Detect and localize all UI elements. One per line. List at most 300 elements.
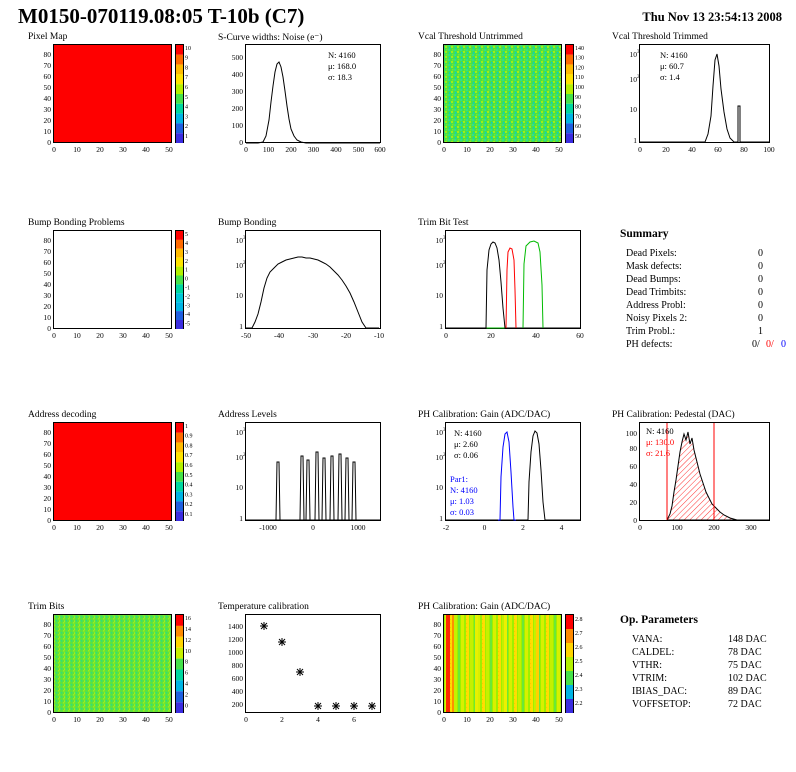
svg-text:40: 40: [43, 472, 51, 481]
svg-text:10: 10: [73, 523, 81, 532]
summary-label-mask-defects: Mask defects:: [626, 261, 682, 272]
svg-text:60: 60: [43, 72, 51, 81]
summary-heading: Summary: [620, 228, 669, 240]
op-label-vtrim: VTRIM:: [632, 673, 667, 684]
svg-text:3: 3: [243, 428, 246, 433]
panel-title: Pixel Map: [28, 32, 68, 42]
svg-text:80: 80: [43, 428, 51, 437]
svg-text:2.6: 2.6: [575, 645, 583, 651]
svg-text:-5: -5: [185, 321, 190, 328]
svg-text:0.4: 0.4: [185, 482, 193, 489]
svg-text:500: 500: [352, 145, 365, 154]
svg-text:40: 40: [688, 145, 696, 154]
panel-scurve-noise: [218, 33, 398, 156]
summary-value-address-probl: 0: [758, 300, 763, 311]
svg-text:10: 10: [435, 453, 443, 462]
svg-text:50: 50: [555, 715, 563, 724]
svg-text:10: 10: [43, 697, 51, 706]
svg-text:N: 4160: N: 4160: [660, 50, 688, 60]
svg-text:60: 60: [43, 258, 51, 267]
svg-text:120: 120: [575, 65, 584, 72]
panel-vcal-untrimmed: [418, 32, 588, 156]
svg-text:10: 10: [435, 291, 443, 300]
svg-text:2.3: 2.3: [575, 687, 583, 693]
svg-text:1000: 1000: [228, 648, 243, 657]
svg-text:4: 4: [185, 241, 188, 247]
vcal-untrimmed-map: [418, 44, 588, 156]
svg-text:40: 40: [433, 94, 441, 103]
svg-text:60: 60: [433, 642, 441, 651]
svg-text:20: 20: [433, 116, 441, 125]
svg-text:70: 70: [43, 61, 51, 70]
svg-text:3: 3: [185, 249, 188, 256]
svg-text:110: 110: [575, 75, 584, 82]
op-parameters-block: [620, 614, 795, 724]
panel-ph-gain: [418, 410, 598, 534]
svg-text:30: 30: [433, 675, 441, 684]
summary-block: [620, 228, 790, 353]
svg-text:μ: 60.7: μ: 60.7: [660, 61, 684, 71]
svg-text:1400: 1400: [228, 622, 243, 631]
svg-text:-50: -50: [241, 331, 251, 340]
svg-text:-1: -1: [185, 285, 190, 292]
svg-text:50: 50: [165, 523, 173, 532]
svg-text:30: 30: [43, 675, 51, 684]
svg-text:0: 0: [442, 715, 446, 724]
svg-text:200: 200: [231, 700, 243, 709]
svg-text:10: 10: [433, 127, 441, 136]
summary-label-noisy-pixels: Noisy Pixels 2:: [626, 313, 688, 324]
summary-value-ph-2: 0: [781, 339, 786, 350]
svg-text:4: 4: [185, 104, 188, 111]
svg-text:0: 0: [185, 703, 188, 710]
svg-text:200: 200: [708, 523, 720, 532]
op-value-ibias-dac: 89 DAC: [728, 686, 762, 697]
svg-text:10: 10: [185, 648, 191, 655]
svg-text:20: 20: [43, 116, 51, 125]
svg-text:0: 0: [47, 324, 51, 333]
op-label-ibias-dac: IBIAS_DAC:: [632, 686, 688, 697]
svg-text:14: 14: [185, 627, 191, 633]
svg-text:130: 130: [575, 55, 584, 62]
bump-problems-map: [28, 230, 193, 342]
svg-text:8: 8: [185, 659, 188, 666]
svg-text:40: 40: [433, 664, 441, 673]
svg-text:50: 50: [43, 83, 51, 92]
svg-text:-20: -20: [341, 331, 351, 340]
svg-text:90: 90: [575, 94, 581, 101]
summary-value-trim-probl: 1: [758, 326, 763, 337]
svg-text:μ: 1.03: μ: 1.03: [450, 496, 474, 506]
svg-text:50: 50: [165, 331, 173, 340]
svg-text:-10: -10: [374, 331, 384, 340]
svg-text:40: 40: [43, 664, 51, 673]
panel-title: PH Calibration: Gain (ADC/DAC): [418, 602, 551, 612]
svg-text:30: 30: [119, 523, 127, 532]
svg-text:600: 600: [231, 674, 243, 683]
svg-text:σ: 21.6: σ: 21.6: [646, 448, 670, 458]
svg-text:20: 20: [96, 145, 104, 154]
svg-text:2.7: 2.7: [575, 631, 583, 637]
svg-text:10: 10: [463, 715, 471, 724]
svg-text:40: 40: [43, 280, 51, 289]
svg-text:80: 80: [629, 444, 637, 453]
timestamp: Thu Nov 13 23:54:13 2008: [642, 10, 782, 24]
panel-trim-bits: [28, 602, 193, 726]
svg-text:2: 2: [637, 75, 640, 80]
op-label-vana: VANA:: [632, 634, 663, 645]
summary-value-dead-pixels: 0: [758, 248, 763, 259]
svg-text:10: 10: [185, 46, 191, 52]
svg-text:200: 200: [285, 145, 297, 154]
svg-text:20: 20: [629, 498, 637, 507]
svg-text:50: 50: [555, 145, 563, 154]
svg-text:0: 0: [311, 523, 315, 532]
svg-text:20: 20: [433, 686, 441, 695]
svg-text:1: 1: [439, 322, 443, 331]
svg-text:60: 60: [43, 642, 51, 651]
op-value-vtrim: 102 DAC: [728, 673, 767, 684]
svg-text:40: 40: [142, 715, 150, 724]
svg-text:400: 400: [330, 145, 342, 154]
svg-text:10: 10: [435, 236, 443, 245]
panel-title: Vcal Threshold Trimmed: [612, 32, 708, 42]
svg-text:-3: -3: [185, 303, 190, 310]
svg-text:70: 70: [433, 631, 441, 640]
panel-pixel-map: [28, 32, 193, 156]
svg-text:1: 1: [633, 136, 637, 145]
svg-text:0: 0: [437, 708, 441, 717]
svg-text:2.8: 2.8: [575, 617, 583, 623]
svg-text:10: 10: [235, 453, 243, 462]
svg-text:-30: -30: [308, 331, 318, 340]
panel-address-decoding: [28, 410, 193, 534]
svg-text:2: 2: [280, 715, 284, 724]
svg-text:4: 4: [559, 523, 564, 532]
svg-text:σ: 0.03: σ: 0.03: [450, 507, 474, 517]
summary-value-noisy-pixels: 0: [758, 313, 763, 324]
op-value-vana: 148 DAC: [728, 634, 767, 645]
op-value-voffsetop: 72 DAC: [728, 699, 762, 710]
svg-text:2: 2: [185, 258, 188, 265]
svg-text:6: 6: [185, 85, 188, 91]
svg-text:60: 60: [714, 145, 722, 154]
svg-text:μ: 2.60: μ: 2.60: [454, 439, 478, 449]
svg-text:6: 6: [352, 715, 356, 724]
svg-text:0: 0: [239, 138, 243, 147]
svg-text:0.9: 0.9: [185, 433, 193, 440]
svg-text:0: 0: [442, 145, 446, 154]
svg-text:60: 60: [629, 462, 637, 471]
svg-text:80: 80: [43, 236, 51, 245]
svg-text:10: 10: [433, 697, 441, 706]
svg-text:60: 60: [575, 124, 581, 131]
panel-title: S-Curve widths: Noise (e⁻): [218, 33, 323, 43]
panel-title: Address Levels: [218, 410, 277, 420]
svg-text:0.3: 0.3: [185, 492, 193, 499]
svg-text:70: 70: [43, 631, 51, 640]
svg-text:30: 30: [509, 715, 517, 724]
svg-text:2.2: 2.2: [575, 701, 583, 707]
scurve-plot: [218, 44, 398, 156]
svg-text:0.8: 0.8: [185, 443, 193, 450]
address-decoding-map: [28, 422, 193, 534]
svg-text:40: 40: [532, 331, 540, 340]
panel-title: PH Calibration: Gain (ADC/DAC): [418, 410, 551, 420]
svg-text:40: 40: [142, 523, 150, 532]
svg-text:30: 30: [43, 291, 51, 300]
svg-text:50: 50: [43, 461, 51, 470]
panel-title: Address decoding: [28, 410, 97, 420]
svg-text:40: 40: [532, 145, 540, 154]
svg-text:-40: -40: [274, 331, 284, 340]
svg-text:0: 0: [47, 708, 51, 717]
svg-text:0: 0: [437, 138, 441, 147]
svg-text:0: 0: [52, 145, 56, 154]
svg-text:10: 10: [73, 145, 81, 154]
svg-text:1000: 1000: [350, 523, 366, 532]
svg-text:10: 10: [235, 428, 243, 437]
svg-text:3: 3: [637, 50, 640, 55]
svg-text:σ: 18.3: σ: 18.3: [328, 72, 352, 82]
svg-text:0.5: 0.5: [185, 472, 193, 479]
svg-text:400: 400: [231, 70, 243, 79]
svg-text:1: 1: [185, 267, 188, 274]
svg-text:10: 10: [43, 127, 51, 136]
bump-bonding-plot: [218, 230, 398, 342]
svg-text:140: 140: [575, 46, 584, 52]
op-label-caldel: CALDEL:: [632, 647, 675, 658]
summary-value-dead-bumps: 0: [758, 274, 763, 285]
op-label-voffsetop: VOFFSETOP:: [632, 699, 691, 710]
svg-text:20: 20: [96, 331, 104, 340]
temperature-calibration-plot: [218, 614, 398, 726]
svg-text:60: 60: [576, 331, 584, 340]
svg-text:200: 200: [231, 104, 243, 113]
svg-text:0: 0: [185, 276, 188, 283]
svg-text:50: 50: [433, 653, 441, 662]
svg-text:0.6: 0.6: [185, 463, 193, 469]
svg-text:2: 2: [243, 453, 246, 458]
svg-text:10: 10: [629, 75, 637, 84]
panel-address-levels: [218, 410, 398, 534]
panel-ph-gain-map: [418, 602, 588, 726]
svg-text:80: 80: [433, 50, 441, 59]
svg-text:2.4: 2.4: [575, 673, 583, 679]
svg-text:10: 10: [73, 331, 81, 340]
svg-text:N: 4160: N: 4160: [454, 428, 482, 438]
svg-text:50: 50: [43, 653, 51, 662]
svg-text:80: 80: [575, 104, 581, 111]
svg-text:0.7: 0.7: [185, 453, 193, 460]
svg-text:0: 0: [638, 523, 642, 532]
svg-text:30: 30: [119, 331, 127, 340]
svg-text:0: 0: [47, 138, 51, 147]
op-value-caldel: 78 DAC: [728, 647, 762, 658]
svg-text:3: 3: [243, 236, 246, 241]
svg-text:30: 30: [119, 145, 127, 154]
svg-text:30: 30: [433, 105, 441, 114]
svg-text:50: 50: [43, 269, 51, 278]
summary-label-address-probl: Address Probl:: [626, 300, 686, 311]
panel-vcal-trimmed: [612, 32, 782, 156]
svg-text:10: 10: [629, 105, 637, 114]
panel-ph-pedestal: [612, 410, 792, 534]
summary-value-dead-trimbits: 0: [758, 287, 763, 298]
svg-text:500: 500: [231, 53, 243, 62]
svg-text:μ: 168.0: μ: 168.0: [328, 61, 357, 71]
svg-text:1: 1: [185, 134, 188, 140]
svg-text:10: 10: [435, 261, 443, 270]
svg-text:0: 0: [633, 516, 637, 525]
summary-value-ph-0: 0/: [752, 339, 760, 350]
svg-text:30: 30: [43, 105, 51, 114]
svg-text:8: 8: [185, 65, 188, 72]
svg-text:2: 2: [243, 261, 246, 266]
svg-text:5: 5: [185, 94, 188, 101]
svg-text:50: 50: [165, 715, 173, 724]
summary-label-dead-bumps: Dead Bumps:: [626, 274, 681, 285]
svg-text:20: 20: [96, 715, 104, 724]
svg-text:0.2: 0.2: [185, 502, 193, 509]
svg-text:300: 300: [231, 87, 243, 96]
svg-text:σ: 1.4: σ: 1.4: [660, 72, 680, 82]
svg-text:10: 10: [435, 483, 443, 492]
svg-text:40: 40: [142, 331, 150, 340]
svg-text:12: 12: [185, 637, 191, 644]
svg-text:20: 20: [662, 145, 670, 154]
svg-text:20: 20: [96, 523, 104, 532]
svg-text:-1000: -1000: [259, 523, 277, 532]
svg-text:1: 1: [239, 322, 243, 331]
svg-text:100: 100: [763, 145, 775, 154]
svg-text:40: 40: [43, 94, 51, 103]
svg-text:9: 9: [185, 55, 188, 62]
svg-text:0: 0: [52, 715, 56, 724]
svg-text:0: 0: [444, 331, 448, 340]
panel-bump-bonding: [218, 218, 398, 342]
svg-text:100: 100: [671, 523, 683, 532]
panel-title: Trim Bit Test: [418, 218, 469, 228]
svg-text:5: 5: [185, 232, 188, 238]
svg-text:100: 100: [625, 429, 637, 438]
panel-title: Trim Bits: [28, 602, 65, 612]
svg-text:0: 0: [52, 523, 56, 532]
svg-text:6: 6: [185, 670, 188, 677]
op-parameters-heading: Op. Parameters: [620, 614, 698, 626]
svg-text:7: 7: [185, 75, 188, 82]
summary-label-trim-probl: Trim Probl.:: [626, 326, 676, 337]
svg-text:σ: 0.06: σ: 0.06: [454, 450, 478, 460]
svg-text:80: 80: [433, 620, 441, 629]
svg-text:300: 300: [307, 145, 320, 154]
panel-title: Bump Bonding Problems: [28, 218, 125, 228]
page-title: M0150-070119.08:05 T-10b (C7): [18, 4, 305, 28]
svg-text:10: 10: [235, 261, 243, 270]
svg-text:100: 100: [231, 121, 243, 130]
svg-text:0: 0: [47, 516, 51, 525]
svg-text:40: 40: [142, 145, 150, 154]
svg-text:60: 60: [43, 450, 51, 459]
ph-gain-plot: [418, 422, 598, 534]
svg-text:3: 3: [443, 428, 446, 433]
svg-text:4: 4: [185, 681, 188, 688]
svg-text:10: 10: [629, 50, 637, 59]
op-label-vthr: VTHR:: [632, 660, 662, 671]
svg-text:40: 40: [629, 480, 637, 489]
svg-text:80: 80: [43, 50, 51, 59]
op-value-vthr: 75 DAC: [728, 660, 762, 671]
svg-text:0.1: 0.1: [185, 512, 193, 518]
svg-text:60: 60: [433, 72, 441, 81]
summary-label-ph-defects: PH defects:: [626, 339, 673, 350]
pixel-map-plot: [28, 44, 193, 156]
svg-text:-4: -4: [185, 312, 190, 319]
svg-text:800: 800: [231, 661, 243, 670]
svg-text:80: 80: [43, 620, 51, 629]
address-levels-plot: [218, 422, 398, 534]
panel-title: Temperature calibration: [218, 602, 309, 612]
svg-text:1200: 1200: [228, 635, 243, 644]
svg-text:N: 4160: N: 4160: [450, 485, 478, 495]
svg-text:10: 10: [435, 428, 443, 437]
svg-text:1: 1: [239, 514, 243, 523]
ph-pedestal-plot: [612, 422, 792, 534]
panel-title: Bump Bonding: [218, 218, 277, 228]
summary-value-mask-defects: 0: [758, 261, 763, 272]
panel-title: PH Calibration: Pedestal (DAC): [612, 410, 735, 420]
svg-text:70: 70: [43, 439, 51, 448]
svg-text:1: 1: [439, 514, 443, 523]
svg-text:Par1:: Par1:: [450, 474, 468, 484]
svg-text:10: 10: [235, 236, 243, 245]
trim-bit-test-plot: [418, 230, 598, 342]
svg-text:10: 10: [235, 483, 243, 492]
svg-text:400: 400: [231, 687, 243, 696]
svg-text:2: 2: [185, 692, 188, 699]
summary-value-ph-1: 0/: [766, 339, 774, 350]
svg-text:2: 2: [443, 261, 446, 266]
svg-text:0: 0: [638, 145, 642, 154]
svg-text:-2: -2: [185, 294, 190, 301]
svg-text:20: 20: [43, 302, 51, 311]
svg-text:30: 30: [119, 715, 127, 724]
svg-text:0: 0: [482, 523, 487, 532]
vcal-trimmed-plot: [612, 44, 782, 156]
svg-text:10: 10: [73, 715, 81, 724]
svg-text:50: 50: [165, 145, 173, 154]
svg-text:10: 10: [235, 291, 243, 300]
summary-label-dead-pixels: Dead Pixels:: [626, 248, 677, 259]
svg-text:10: 10: [43, 505, 51, 514]
panel-trim-bit-test: [418, 218, 598, 342]
svg-text:100: 100: [262, 145, 275, 154]
svg-text:16: 16: [185, 616, 191, 622]
svg-text:3: 3: [443, 236, 446, 241]
svg-text:3: 3: [185, 114, 188, 121]
svg-text:4: 4: [316, 715, 320, 724]
svg-text:20: 20: [486, 715, 494, 724]
svg-text:80: 80: [740, 145, 748, 154]
svg-text:100: 100: [575, 85, 584, 91]
svg-text:20: 20: [43, 686, 51, 695]
svg-text:N: 4160: N: 4160: [646, 426, 674, 436]
svg-text:20: 20: [43, 494, 51, 503]
svg-text:2.5: 2.5: [575, 659, 583, 665]
svg-text:μ: 130.0: μ: 130.0: [646, 437, 675, 447]
svg-text:10: 10: [43, 313, 51, 322]
svg-text:N: 4160: N: 4160: [328, 50, 356, 60]
